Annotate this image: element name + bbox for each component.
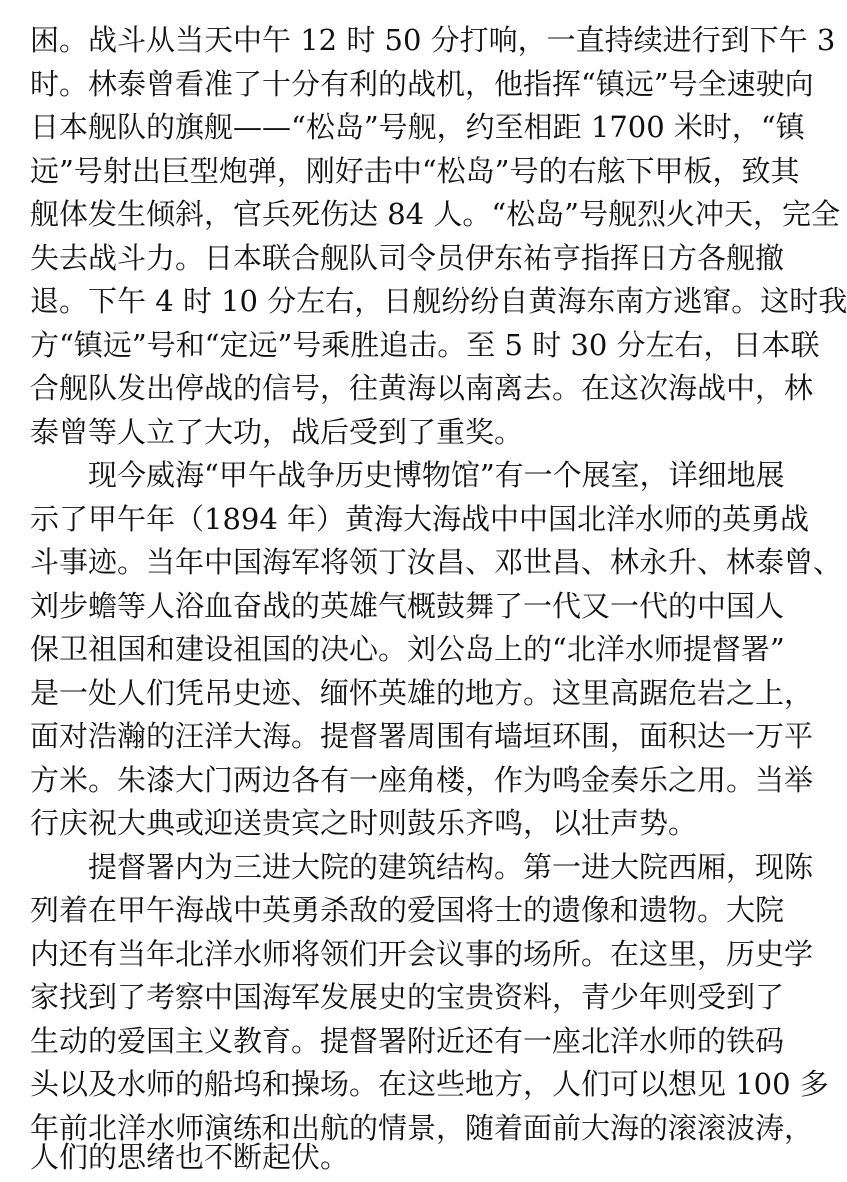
text-line: 头以及水师的船坞和操场。在这些地方，人们可以想见 100 多 [30, 1067, 829, 1101]
text-line: 示了甲午年（1894 年）黄海大海战中中国北洋水师的英勇战 [30, 502, 810, 536]
text-line: 日本舰队的旗舰——“松岛”号舰，约至相距 1700 米时，“镇 [30, 110, 805, 144]
text-line: 行庆祝大典或迎送贵宾之时则鼓乐齐鸣，以壮声势。 [30, 806, 698, 840]
text-line: 方米。朱漆大门两边各有一座角楼，作为鸣金奏乐之用。当举 [30, 763, 814, 797]
text-line: 年前北洋水师演练和出航的情景，随着面前大海的滚滚波涛， [30, 1111, 814, 1145]
text-line: 生动的爱国主义教育。提督署附近还有一座北洋水师的铁码 [30, 1024, 785, 1058]
text-line: 舰体发生倾斜，官兵死伤达 84 人。“松岛”号舰烈火冲天，完全 [30, 197, 840, 231]
text-line: 保卫祖国和建设祖国的决心。刘公岛上的“北洋水师提督署” [30, 632, 785, 666]
text-line: 列着在甲午海战中英勇杀敌的爱国将士的遗像和遗物。大院 [30, 893, 785, 927]
text-line: 困。战斗从当天中午 12 时 50 分打响，一直持续进行到下午 3 [30, 23, 836, 57]
text-line: 失去战斗力。日本联合舰队司令员伊东祐亨指挥日方各舰撤 [30, 241, 785, 275]
text-line: 方“镇远”号和“定远”号乘胜追击。至 5 时 30 分左右，日本联 [30, 328, 820, 362]
text-line: 人们的思绪也不断起伏。 [30, 1140, 350, 1174]
text-line: 远”号射出巨型炮弹，刚好击中“松岛”号的右舷下甲板，致其 [30, 154, 800, 188]
paragraph-start-line: 提督署内为三进大院的建筑结构。第一进大院西厢，现陈 [30, 850, 814, 884]
text-line: 内还有当年北洋水师将领们开会议事的场所。在这里，历史学 [30, 937, 814, 971]
text-line: 家找到了考察中国海军发展史的宝贵资料，青少年则受到了 [30, 980, 785, 1014]
text-line: 斗事迹。当年中国海军将领丁汝昌、邓世昌、林永升、林泰曾、 [30, 545, 843, 579]
text-line: 刘步蟾等人浴血奋战的英雄气概鼓舞了一代又一代的中国人 [30, 589, 785, 623]
text-line: 时。林泰曾看准了十分有利的战机，他指挥“镇远”号全速驶向 [30, 67, 814, 101]
text-line: 合舰队发出停战的信号，往黄海以南离去。在这次海战中，林 [30, 371, 814, 405]
text-line: 退。下午 4 时 10 分左右，日舰纷纷自黄海东南方逃窜。这时我 [30, 284, 847, 318]
text-line: 是一处人们凭吊史迹、缅怀英雄的地方。这里高踞危岩之上， [30, 676, 814, 710]
text-line: 泰曾等人立了大功，战后受到了重奖。 [30, 415, 524, 449]
text-line: 面对浩瀚的汪洋大海。提督署周围有墙垣环围，面积达一万平 [30, 719, 814, 753]
paragraph-start-line: 现今威海“甲午战争历史博物馆”有一个展室，详细地展 [30, 458, 785, 492]
